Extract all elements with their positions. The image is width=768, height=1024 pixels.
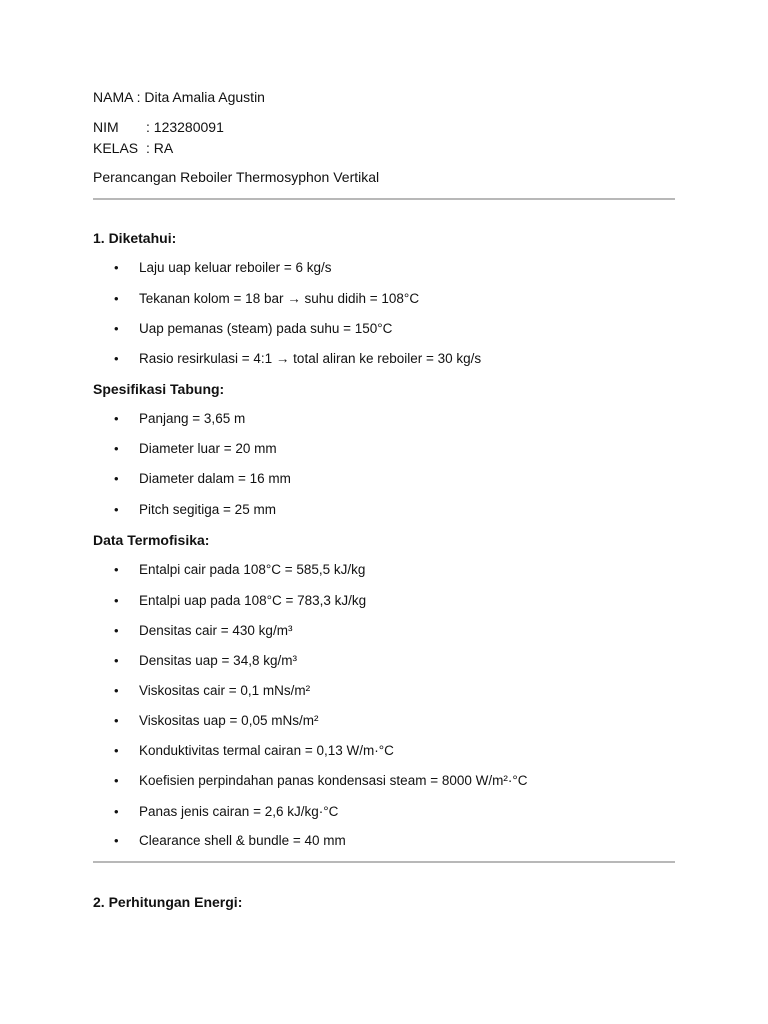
nim-label: NIM (93, 119, 119, 135)
bullet-icon: • (114, 291, 119, 306)
student-nim (93, 118, 224, 136)
list-item: • Uap pemanas (steam) pada suhu = 150°C (114, 321, 393, 336)
list-item: • Viskositas uap = 0,05 mNs/m² (114, 713, 319, 728)
student-class (93, 139, 173, 157)
list-item: • Viskositas cair = 0,1 mNs/m² (114, 683, 311, 698)
list-item: • Rasio resirkulasi = 4:1 → total aliran ke reboiler = 30 kg/s (114, 351, 482, 366)
divider-bottom (93, 861, 675, 863)
bullet-icon: • (114, 411, 119, 426)
bullet-icon: • (114, 593, 119, 608)
list-item: • Entalpi cair pada 108°C = 585,5 kJ/kg (114, 562, 366, 577)
bullet-icon: • (114, 471, 119, 486)
bullet-icon: • (114, 833, 119, 848)
list-item: • Koefisien perpindahan panas kondensasi steam = 8000 W/m²·°C (114, 773, 528, 788)
bullet-icon: • (114, 804, 119, 819)
bullet-icon: • (114, 321, 119, 336)
list-item: • Tekanan kolom = 18 bar → suhu didih = 108°C (114, 291, 420, 306)
bullet-icon: • (114, 623, 119, 638)
termofisika-heading: Data Termofisika: (93, 532, 210, 548)
nim-value: : 123280091 (146, 119, 224, 135)
list-item: • Panas jenis cairan = 2,6 kJ/kg·°C (114, 804, 339, 819)
bullet-icon: • (114, 653, 119, 668)
section-1-heading: 1. Diketahui: (93, 230, 177, 246)
list-item: • Panjang = 3,65 m (114, 411, 246, 426)
spesifikasi-heading: Spesifikasi Tabung: (93, 381, 225, 397)
list-item: • Laju uap keluar reboiler = 6 kg/s (114, 260, 332, 275)
divider-top (93, 198, 675, 200)
student-name: NAMA : Dita Amalia Agustin (93, 89, 265, 105)
bullet-icon: • (114, 441, 119, 456)
bullet-icon: • (114, 713, 119, 728)
list-item: • Konduktivitas termal cairan = 0,13 W/m·°C (114, 743, 394, 758)
list-item: • Pitch segitiga = 25 mm (114, 502, 276, 517)
bullet-icon: • (114, 743, 119, 758)
list-item: • Diameter dalam = 16 mm (114, 471, 291, 486)
section-2-heading: 2. Perhitungan Energi: (93, 894, 243, 910)
bullet-icon: • (114, 351, 119, 366)
bullet-icon: • (114, 773, 119, 788)
bullet-icon: • (114, 502, 119, 517)
list-item: • Densitas uap = 34,8 kg/m³ (114, 653, 297, 668)
kelas-label: KELAS (93, 140, 139, 156)
kelas-value: : RA (146, 140, 174, 156)
list-item: • Diameter luar = 20 mm (114, 441, 277, 456)
list-item: • Entalpi uap pada 108°C = 783,3 kJ/kg (114, 593, 367, 608)
list-item: • Densitas cair = 430 kg/m³ (114, 623, 293, 638)
list-item: • Clearance shell & bundle = 40 mm (114, 833, 346, 848)
bullet-icon: • (114, 562, 119, 577)
bullet-icon: • (114, 260, 119, 275)
document-title: Perancangan Reboiler Thermosyphon Vertikal (93, 169, 380, 185)
bullet-icon: • (114, 683, 119, 698)
